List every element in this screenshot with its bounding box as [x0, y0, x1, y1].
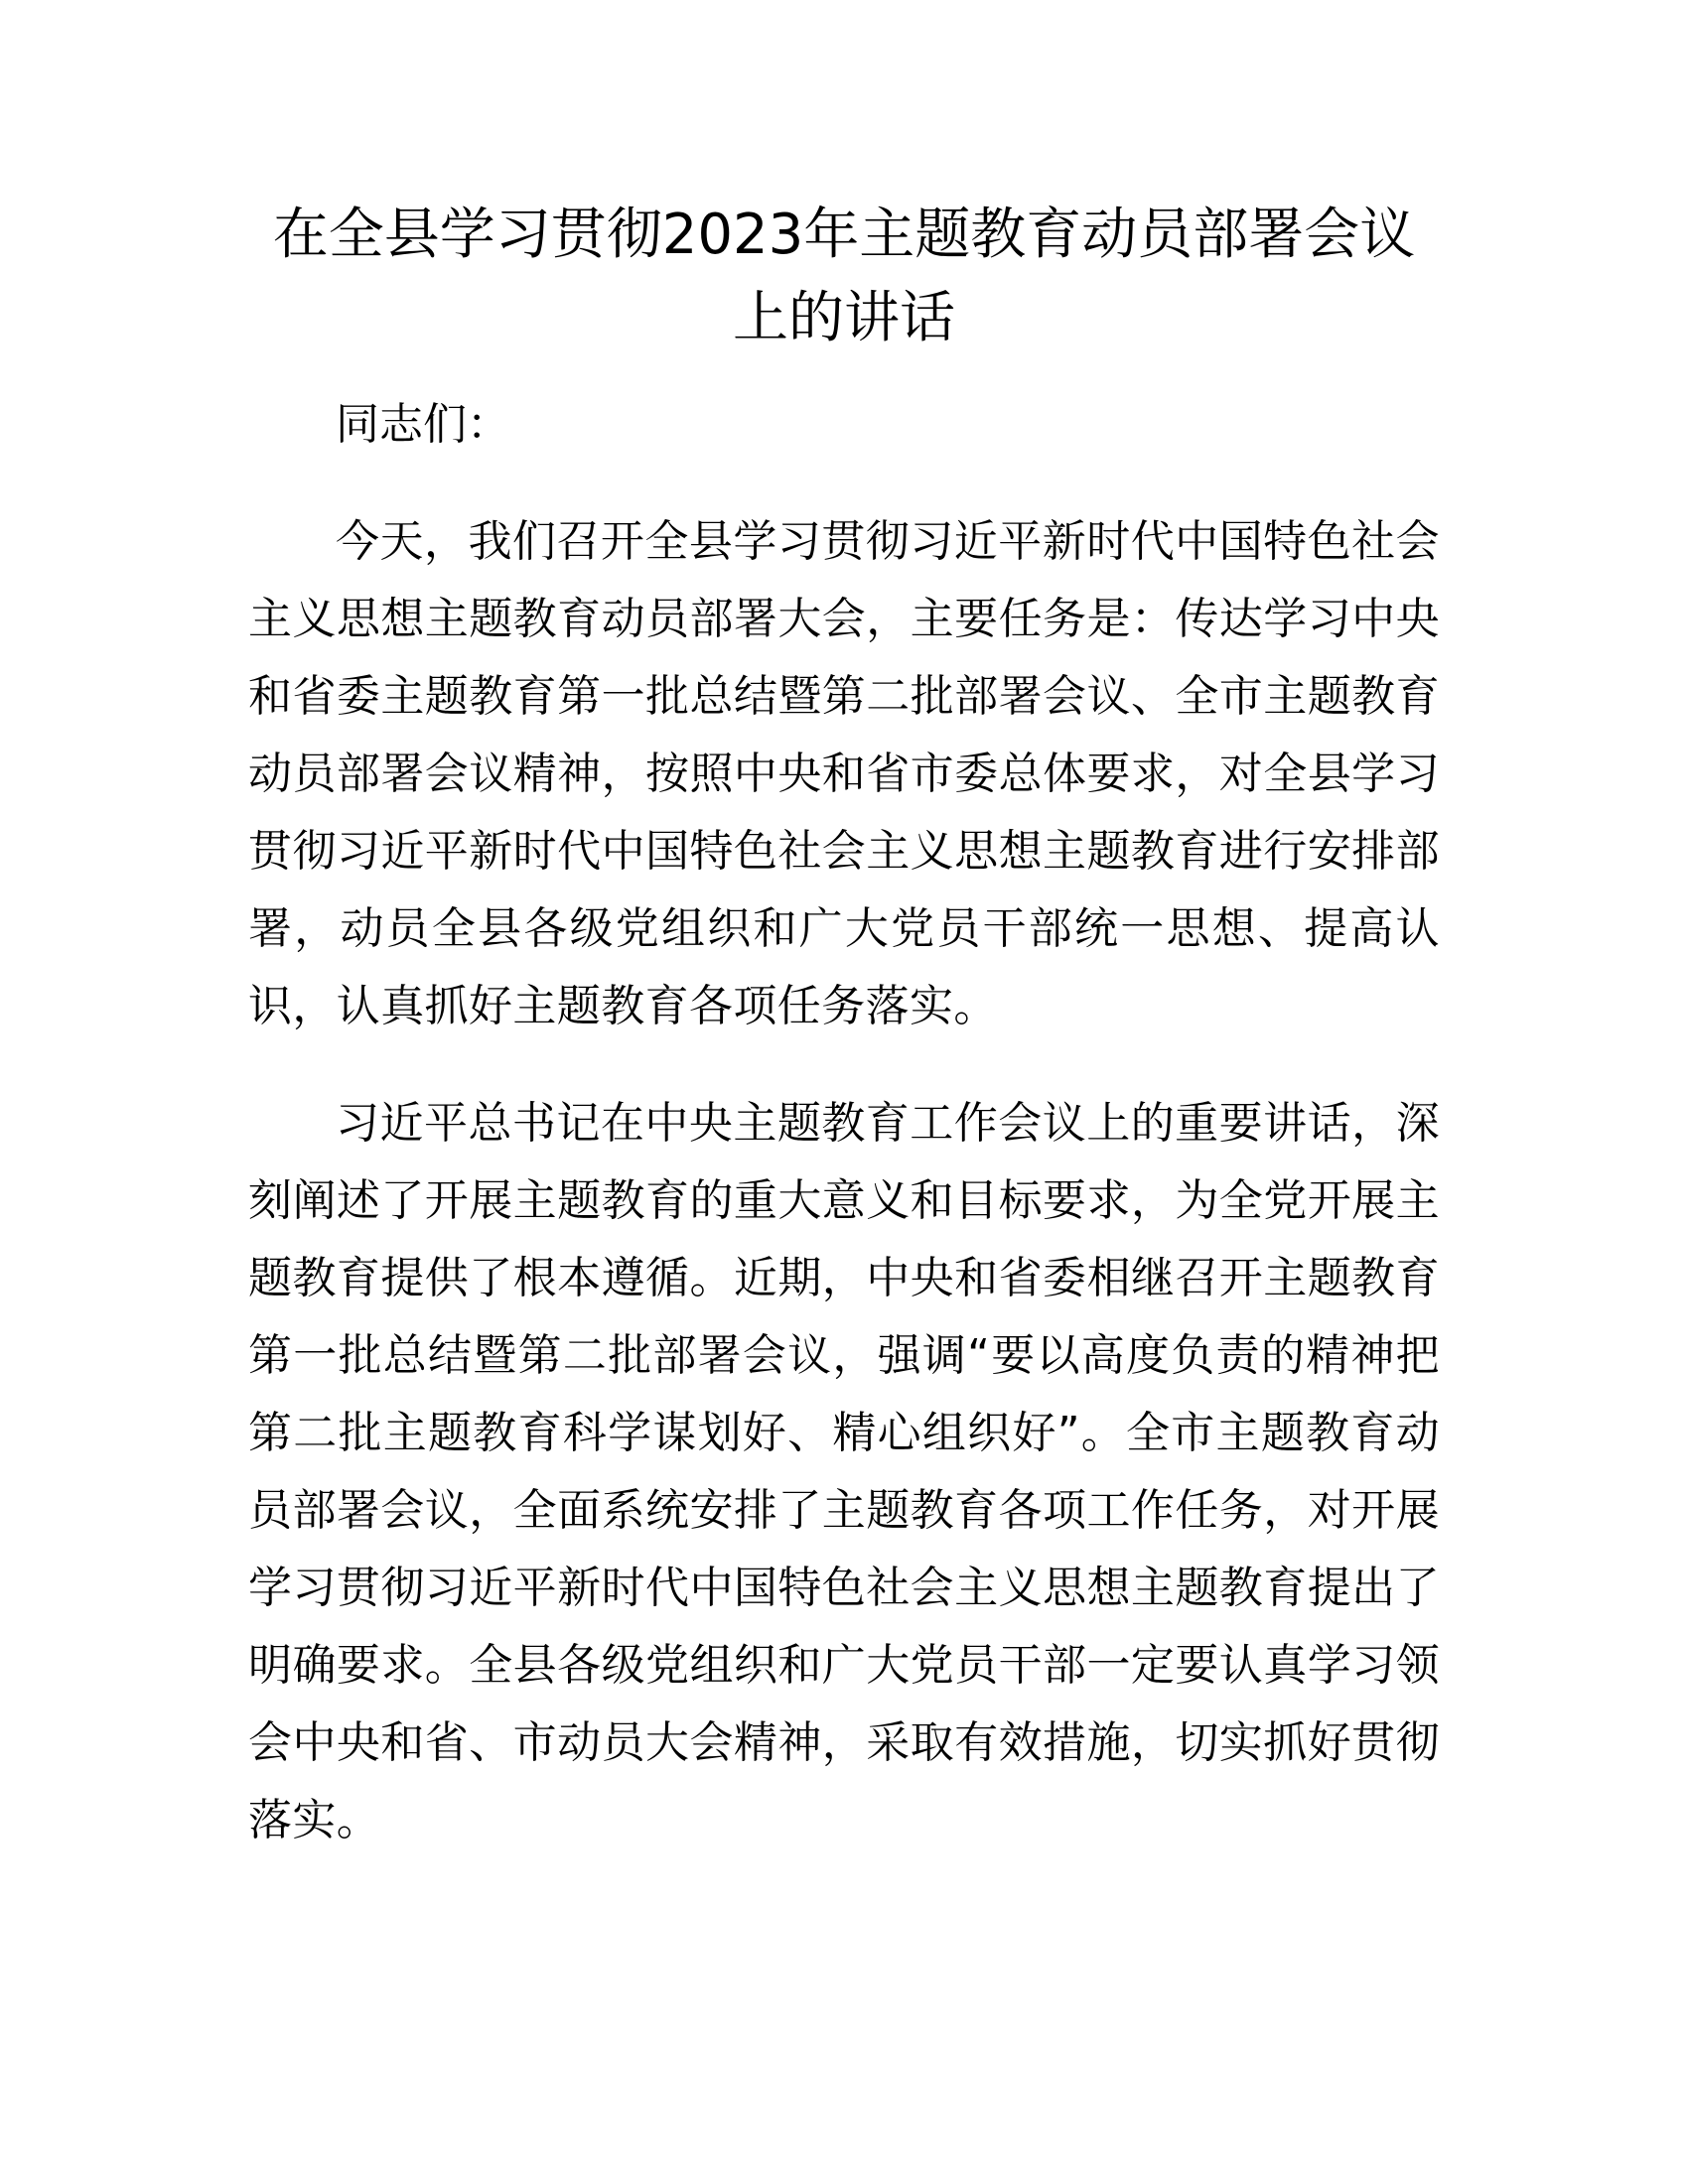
salutation: 同志们： — [336, 399, 510, 450]
paragraph-2: 习近平总书记在中央主题教育工作会议上的重要讲话，深刻阐述了开展主题教育的重大意义和目标要求，为全党开展主题教育提供了根本遵循。近期，中央和省委相继召开主题教育第一批总结暨第二批部署会议，强调“要以高度负责的精神把第二批主题教育科学谋划好、精心组织好”。全市主题教育动员部署会议，全面系统安排了主题教育各项工作任务，对开展学习贯彻习近平新时代中国特色社会主义思想主题教育提出了明确要求。全县各级党组织和广大党员干部一定要认真学习领会中央和省、市动员大会精神，采取有效措施，切实抓好贯彻落实。 — [248, 1098, 1440, 1845]
paragraph-1: 今天，我们召开全县学习贯彻习近平新时代中国特色社会主义思想主题教育动员部署大会，主要任务是：传达学习中央和省委主题教育第一批总结暨第二批部署会议、全市主题教育动员部署会议精神，按照中央和省市委总体要求，对全县学习贯彻习近平新时代中国特色社会主义思想主题教育进行安排部署，动员全县各级党组织和广大党员干部统一思想、提高认识，认真抓好主题教育各项任务落实。 — [248, 516, 1440, 1031]
document-title: 在全县学习贯彻2023年主题教育动员部署会议上的讲话 — [272, 203, 1416, 350]
document-body — [248, 194, 1440, 1859]
